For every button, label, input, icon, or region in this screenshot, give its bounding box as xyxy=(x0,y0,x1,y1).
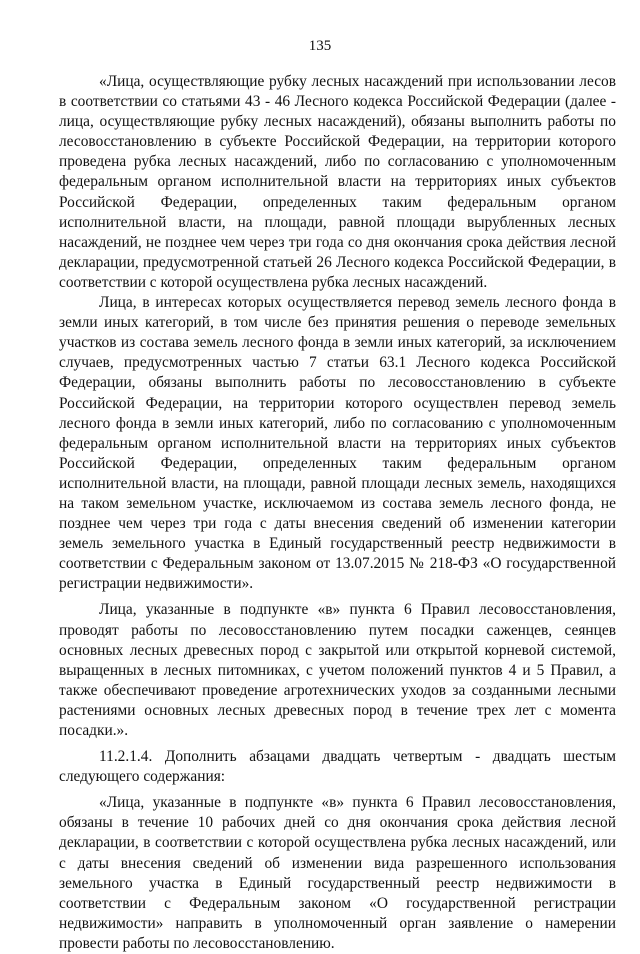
paragraph-land-transfer: Лица, в интересах которых осуществляется перевод земель лесного фонда в земли иных категорий, в том числе без принятия решения о переводе земельных участков из состава земель лесного фонда в земли иных категорий, за исключением случаев, предусмотренных частью 7 статьи 63.1 Лесного кодекса Российской Федерации, обязаны выполнить работы по лесовосстановлению в субъекте Российской Федерации, на территории которого осуществлен перевод земель лесного фонда в земли иных категорий, либо по согласованию с уполномоченным федеральным органом исполнительной власти на территориях иных субъектов Российской Федерации, определенных таким федеральным органом исполнительной власти, на площади, равной площади лесных земель, находящихся на таком земельном участке, исключаемом из состава земель лесного фонда, не позднее чем через три года с даты внесения сведений об изменении категории земель земельного участка в Единый государственный реестр недвижимости в соответствии с Федеральным законом от 13.07.2015 № 218-ФЗ «О государственной регистрации недвижимости». xyxy=(59,294,616,593)
page-number: 135 xyxy=(308,38,332,54)
document-body xyxy=(59,72,616,954)
paragraph-reforestation-works: Лица, указанные в подпункте «в» пункта 6 Правил лесовосстановления, проводят работы по лесовосстановлению путем посадки саженцев, сеянцев основных лесных древесных пород с закрытой или открытой корневой системой, выращенных в лесных питомниках, с учетом положений пунктов 4 и 5 Правил, а также обеспечивают проведение агротехнических уходов за созданными лесными растениями основных лесных древесных пород в течение трех лет с момента посадки.». xyxy=(59,601,616,739)
paragraph-amendment: 11.2.1.4. Дополнить абзацами двадцать четвертым - двадцать шестым следующего содержания: xyxy=(59,748,616,786)
paragraph-notification: «Лица, указанные в подпункте «в» пункта 6 Правил лесовосстановления, обязаны в течение 10 рабочих дней со дня окончания срока действия лесной декларации, в соответствии с которой осуществлена рубка лесных насаждений, или с даты внесения сведений об изменении вида разрешенного использования земельного участка в Единый государственный реестр недвижимости в соответствии с Федеральным законом «О государственной регистрации недвижимости» направить в уполномоченный орган заявление о намерении провести работы по лесовосстановлению. xyxy=(59,794,616,952)
paragraph-forest-felling: «Лица, осуществляющие рубку лесных насаждений при использовании лесов в соответствии со статьями 43 - 46 Лесного кодекса Российской Федерации (далее - лица, осуществляющие рубку лесных насаждений), обязаны выполнить работы по лесовосстановлению в субъекте Российской Федерации, на территории которого проведена рубка лесных насаждений, либо по согласованию с уполномоченным федеральным органом исполнительной власти на территориях иных субъектов Российской Федерации, определенных таким федеральным органом исполнительной власти, на площади, равной площади вырубленных лесных насаждений, не позднее чем через три года со дня окончания срока действия лесной декларации, предусмотренной статьей 26 Лесного кодекса Российской Федерации, в соответствии с которой осуществлена рубка лесных насаждений. xyxy=(59,73,616,291)
